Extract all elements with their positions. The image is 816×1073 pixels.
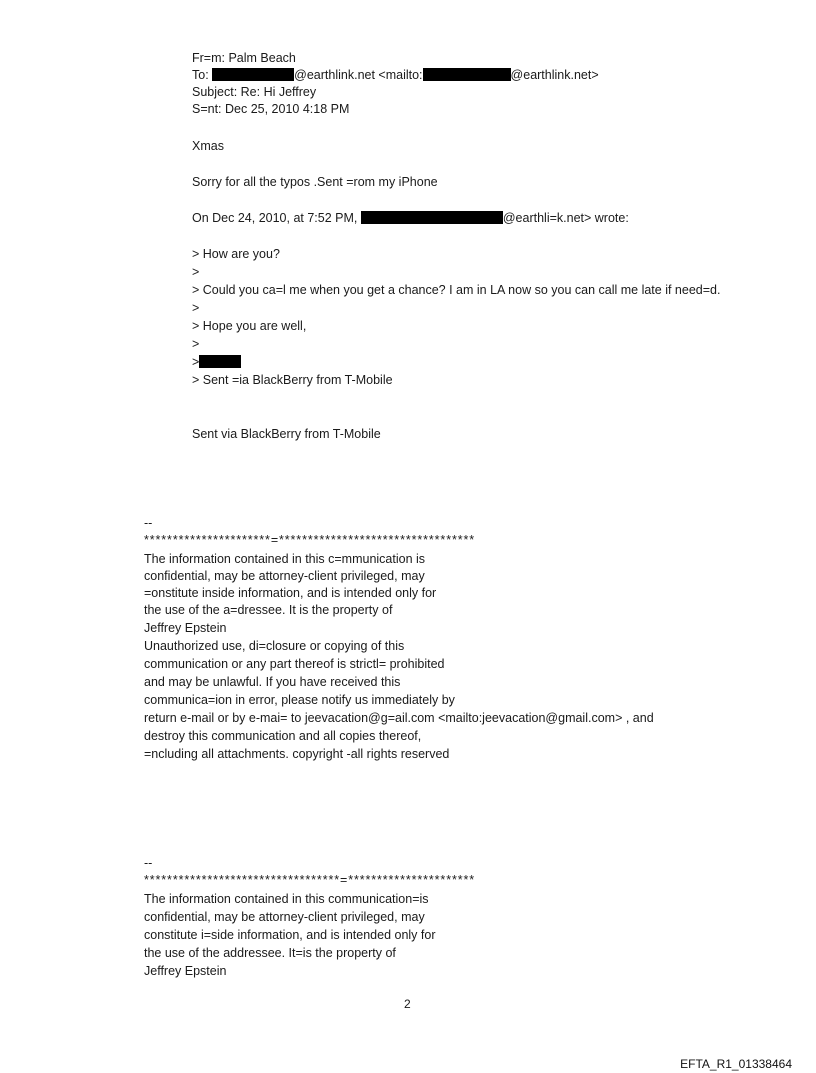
quoted-line: > xyxy=(192,301,200,315)
disclaimer-line: Unauthorized use, di=closure or copying of this xyxy=(144,639,405,653)
separator-stars: **********************************=********************** xyxy=(144,873,476,887)
from-line: Fr=m: Palm Beach xyxy=(192,51,296,65)
disclaimer-line: and may be unlawful. If you have received this xyxy=(144,675,401,689)
quoted-line: > xyxy=(192,337,200,351)
disclaimer-line: the use of the a=dressee. It is the property of xyxy=(144,603,393,617)
disclaimer-line: confidential, may be attorney-client privileged, may xyxy=(144,569,425,583)
typos-line: Sorry for all the typos .Sent =rom my iPhone xyxy=(192,175,438,189)
disclaimer-line: The information contained in this c=mmunication is xyxy=(144,552,426,566)
redaction-block xyxy=(199,355,241,368)
disclaimer-line: The information contained in this communication=is xyxy=(144,892,429,906)
document-id: EFTA_R1_01338464 xyxy=(680,1057,792,1071)
separator-dash: -- xyxy=(144,856,153,870)
greeting: Xmas xyxy=(192,139,224,153)
disclaimer-line: communication or any part thereof is strictl= prohibited xyxy=(144,657,445,671)
page-number: 2 xyxy=(404,997,411,1011)
disclaimer-line: return e-mail or by e-mai= to jeevacation@g=ail.com <mailto:jeevacation@gmail.com> , and xyxy=(144,711,654,725)
disclaimer-line: destroy this communication and all copies thereof, xyxy=(144,729,422,743)
reply-header-prefix: On Dec 24, 2010, at 7:52 PM, xyxy=(192,211,361,225)
disclaimer-line: constitute i=side information, and is intended only for xyxy=(144,928,436,942)
separator-stars: **********************=********************************** xyxy=(144,533,476,547)
quoted-line: > Hope you are well, xyxy=(192,319,307,333)
separator-dash: -- xyxy=(144,516,153,530)
disclaimer-line: the use of the addressee. It=is the property of xyxy=(144,946,396,960)
to-line xyxy=(192,67,599,83)
disclaimer-line: Jeffrey Epstein xyxy=(144,621,227,635)
sent-line: S=nt: Dec 25, 2010 4:18 PM xyxy=(192,102,350,116)
disclaimer-line: confidential, may be attorney-client privileged, may xyxy=(144,910,425,924)
quoted-line: > xyxy=(192,265,200,279)
to-mid: @earthlink.net <mailto: xyxy=(294,68,423,82)
quoted-line: > Could you ca=l me when you get a chance? I am in LA now so you can call me late if need=d. xyxy=(192,283,721,297)
signature-line: Sent via BlackBerry from T-Mobile xyxy=(192,427,381,441)
disclaimer-line: Jeffrey Epstein xyxy=(144,964,227,978)
quoted-sent-line: > Sent =ia BlackBerry from T-Mobile xyxy=(192,373,393,387)
to-suffix: @earthlink.net> xyxy=(510,68,599,82)
redaction-block xyxy=(212,68,294,81)
quoted-marker: > xyxy=(192,355,200,369)
disclaimer-line: =ncluding all attachments. copyright -all rights reserved xyxy=(144,747,450,761)
quoted-line: > How are you? xyxy=(192,247,280,261)
redaction-block xyxy=(423,68,511,81)
disclaimer-line: communica=ion in error, please notify us immediately by xyxy=(144,693,455,707)
to-prefix: To: xyxy=(192,68,213,82)
reply-header xyxy=(192,210,629,226)
subject-line: Subject: Re: Hi Jeffrey xyxy=(192,85,317,99)
reply-header-suffix: @earthli=k.net> wrote: xyxy=(502,211,629,225)
redaction-block xyxy=(361,211,503,224)
quoted-line xyxy=(192,354,241,370)
disclaimer-line: =onstitute inside information, and is intended only for xyxy=(144,586,437,600)
